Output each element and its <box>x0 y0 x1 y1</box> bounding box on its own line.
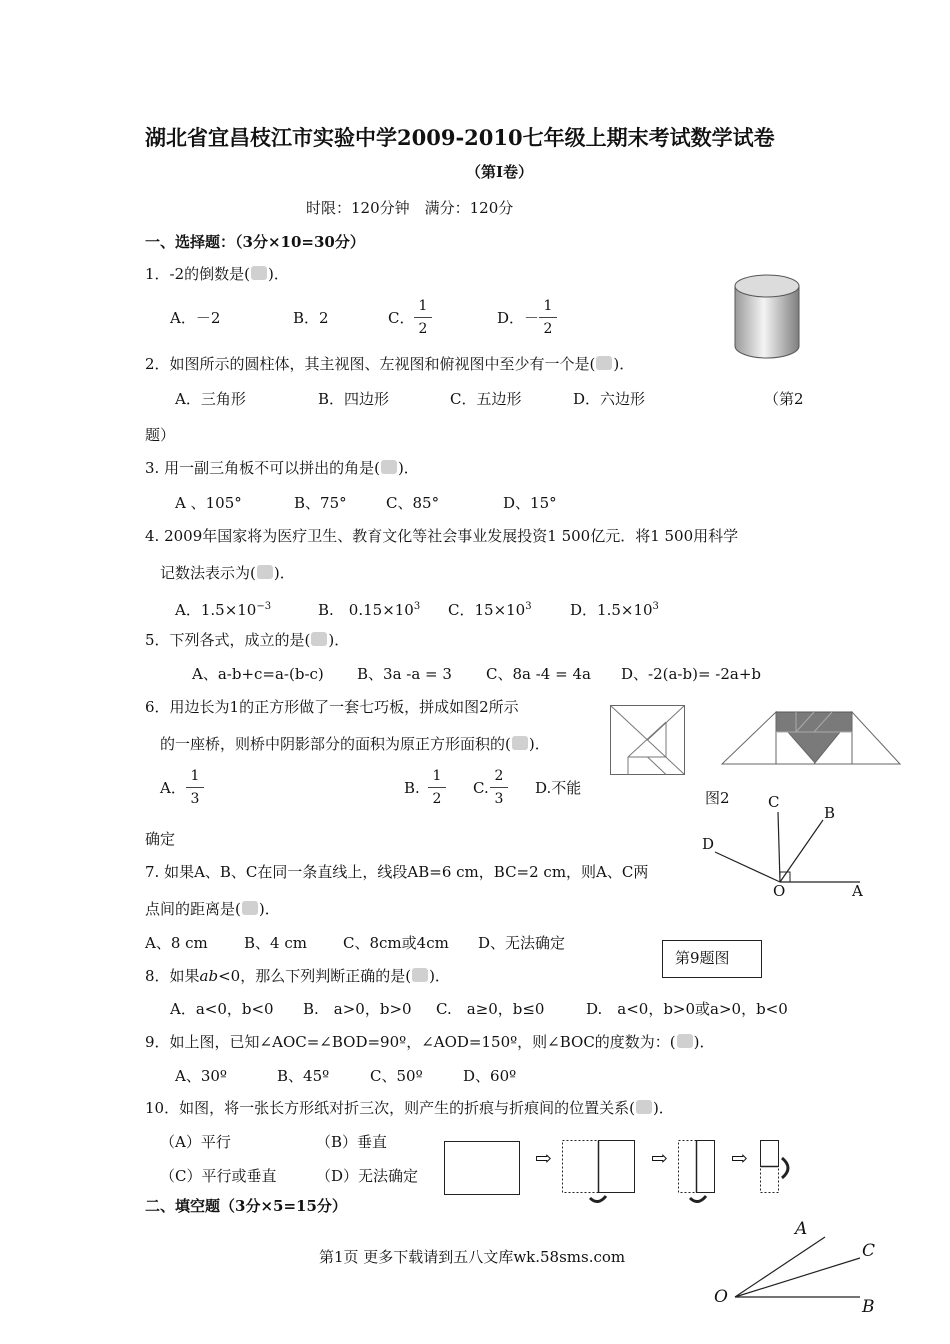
question-1-stem: 1．-2的倒数是( <box>145 265 251 283</box>
q9-option-b: B、45º <box>277 1067 330 1085</box>
question-9-close: )． <box>693 1033 715 1051</box>
q10-option-d: （D）无法确定 <box>316 1167 419 1185</box>
question-8-close: )． <box>429 967 450 985</box>
q3-option-a: A 、105° <box>175 494 242 512</box>
figure-9-caption: 第9题图 <box>675 949 730 967</box>
q6-option-b: B. <box>404 779 420 797</box>
question-2-close: )． <box>613 355 635 373</box>
answer-blank[interactable] <box>512 736 528 750</box>
question-5-close: )． <box>328 631 350 649</box>
bottom-fig-point-o: O <box>714 1287 728 1307</box>
q6-option-c-fraction <box>490 767 508 808</box>
q2-figure-label-cont: 题） <box>145 426 176 444</box>
fraction-numerator: 1 <box>418 298 428 314</box>
arrow-right-icon: ⇨ <box>731 1146 748 1170</box>
question-8-stem-end: <0，那么下列判断正确的是( <box>218 967 412 985</box>
q6-option-a: A． <box>160 779 186 797</box>
question-4-close: )． <box>273 564 295 582</box>
tangram-square-figure <box>610 705 685 775</box>
page-footer: 第1页 更多下载请到五八文库wk.58sms.com <box>319 1248 626 1266</box>
q8-option-a: A．a<0，b<0 <box>170 1000 274 1018</box>
paper-rectangle <box>444 1141 520 1195</box>
exam-subtitle: （第Ⅰ卷） <box>466 163 534 181</box>
fraction-numerator: 2 <box>494 768 504 784</box>
question-3 <box>145 458 419 478</box>
answer-blank[interactable] <box>636 1100 652 1114</box>
q6-option-d: D.不能 <box>535 779 582 797</box>
fig9-point-c: C <box>768 793 780 811</box>
q2-figure-label: （第2 <box>764 390 804 408</box>
fraction-denominator: 3 <box>190 791 200 807</box>
question-4-line-2 <box>160 563 295 583</box>
fraction-numerator: 1 <box>190 768 200 784</box>
q7-option-d: D、无法确定 <box>478 934 566 952</box>
question-9-stem: 9．如上图，已知∠AOC=∠BOD=90º，∠AOD=150º，则∠BOC的度数为：( <box>145 1033 676 1051</box>
question-8-stem-start: 8．如果 <box>145 967 200 985</box>
answer-blank[interactable] <box>381 460 397 474</box>
q3-option-b: B、75° <box>294 494 347 512</box>
question-6-line-2 <box>160 734 550 754</box>
q2-option-c: C．五边形 <box>450 390 522 408</box>
q6-option-c: C. <box>473 779 489 797</box>
tangram-bridge-figure <box>722 712 922 767</box>
q2-option-a: A．三角形 <box>175 390 246 408</box>
question-7-close: )． <box>258 900 280 918</box>
figure-2-label: 图2 <box>705 789 730 807</box>
question-6-line-1: 6．用边长为1的正方形做了一套七巧板，拼成如图2所示 <box>145 698 519 716</box>
q8-option-c: C. a≥0，b≤0 <box>436 1000 545 1018</box>
bottom-fig-point-b: B <box>862 1297 875 1317</box>
fraction-denominator: 2 <box>418 321 428 337</box>
cylinder-figure <box>733 272 803 362</box>
q2-option-b: B．四边形 <box>318 390 390 408</box>
q4-option-a <box>175 597 271 620</box>
q10-option-b: （B）垂直 <box>316 1133 388 1151</box>
q4-option-b <box>318 597 420 620</box>
q1-option-a: A．－2 <box>170 309 221 327</box>
arrow-right-icon: ⇨ <box>535 1146 552 1170</box>
answer-blank[interactable] <box>311 632 327 646</box>
q4-option-a-exponent: −3 <box>256 601 272 612</box>
question-3-stem: 3. 用一副三角板不可以拼出的角是( <box>145 459 380 477</box>
q10-option-a: （A）平行 <box>160 1133 231 1151</box>
answer-blank[interactable] <box>251 266 267 280</box>
fraction-denominator: 3 <box>494 791 504 807</box>
paper-fold-1 <box>562 1140 637 1208</box>
q5-option-a: A、a-b+c=a-(b-c) <box>192 665 324 683</box>
q4-option-c-exponent: 3 <box>525 601 532 612</box>
question-4-stem: 记数法表示为( <box>160 564 256 582</box>
question-1-close: )． <box>268 265 289 283</box>
bottom-fig-point-c: C <box>862 1241 876 1261</box>
q1-option-c-fraction <box>414 297 432 338</box>
q4-option-b-exponent: 3 <box>413 601 421 612</box>
q4-option-d <box>570 597 659 620</box>
q6-option-a-fraction <box>186 767 204 808</box>
fig9-point-a: A <box>852 882 863 900</box>
question-7-line-1: 7. 如果A、B、C在同一条直线上，线段AB=6 cm，BC=2 cm，则A、C两 <box>145 863 649 881</box>
q5-option-c: C、8a -4 = 4a <box>486 665 591 683</box>
q5-option-d: D、-2(a-b)= -2a+b <box>621 665 762 683</box>
fraction-numerator: 1 <box>543 298 553 314</box>
question-7-line-2 <box>145 899 280 919</box>
q1-option-b: B．2 <box>293 309 329 327</box>
q4-option-a-base: A．1.5×10 <box>175 601 257 619</box>
fraction-denominator: 2 <box>432 791 442 807</box>
q9-option-a: A、30º <box>175 1067 227 1085</box>
question-1 <box>145 264 289 284</box>
fraction-numerator: 1 <box>432 768 442 784</box>
q9-option-d: D、60º <box>463 1067 517 1085</box>
arrow-right-icon: ⇨ <box>651 1146 668 1170</box>
fraction-denominator: 2 <box>543 321 553 337</box>
question-6-close: )． <box>528 735 550 753</box>
q4-option-d-base: D．1.5×10 <box>570 601 653 619</box>
fig9-point-d: D <box>702 835 715 853</box>
question-4-line-1: 4. 2009年国家将为医疗卫生、教育文化等社会事业发展投资1 500亿元．将1 500用科学 <box>145 527 739 545</box>
q1-option-d: D．－ <box>497 309 540 327</box>
question-10 <box>145 1098 674 1118</box>
q7-option-c: C、8cm或4cm <box>343 934 449 952</box>
question-9 <box>145 1032 715 1052</box>
q7-option-b: B、4 cm <box>244 934 307 952</box>
fig9-point-b: B <box>824 804 836 822</box>
exam-meta: 时限：120分钟 满分：120分 <box>306 199 514 217</box>
q8-option-b: B. a>0，b>0 <box>303 1000 412 1018</box>
paper-fold-3 <box>760 1140 805 1198</box>
answer-blank[interactable] <box>596 356 612 370</box>
q9-option-c: C、50º <box>370 1067 423 1085</box>
question-6-stem: 的一座桥，则桥中阴影部分的面积为原正方形面积的( <box>160 735 511 753</box>
q6-option-b-fraction <box>428 767 446 808</box>
question-7-stem: 点间的距离是( <box>145 900 241 918</box>
question-2-stem: 2．如图所示的圆柱体，其主视图、左视图和俯视图中至少有一个是( <box>145 355 596 373</box>
q6-option-d-cont: 确定 <box>145 830 176 848</box>
question-8 <box>145 966 450 986</box>
q3-option-d: D、15° <box>503 494 557 512</box>
q4-option-d-exponent: 3 <box>652 601 659 612</box>
question-5-stem: 5．下列各式，成立的是( <box>145 631 311 649</box>
question-10-stem: 10．如图，将一张长方形纸对折三次，则产生的折痕与折痕间的位置关系( <box>145 1099 635 1117</box>
section-heading-choice: 一、选择题：（3分×10=30分） <box>145 233 365 251</box>
answer-blank[interactable] <box>677 1034 693 1048</box>
q5-option-b: B、3a -a = 3 <box>357 665 452 683</box>
question-2 <box>145 354 634 374</box>
fig9-point-o: O <box>773 882 786 900</box>
q8-option-d: D. a<0，b>0或a>0，b<0 <box>586 1000 788 1018</box>
figure-9-caption-box <box>662 940 762 978</box>
q4-option-c-base: C．15×10 <box>448 601 526 619</box>
q4-option-b-base: B. 0.15×10 <box>318 601 414 619</box>
q1-option-c: C． <box>388 309 415 327</box>
section-heading-fill: 二、填空题（3分×5=15分） <box>145 1197 347 1215</box>
answer-blank[interactable] <box>257 565 273 579</box>
q3-option-c: C、85° <box>386 494 440 512</box>
answer-blank[interactable] <box>412 968 428 982</box>
question-3-close: )． <box>397 459 419 477</box>
q4-option-c <box>448 597 532 620</box>
exam-title: 湖北省宜昌枝江市实验中学2009-2010七年级上期末考试数学试卷 <box>145 125 775 150</box>
q10-option-c: （C）平行或垂直 <box>160 1167 277 1185</box>
q2-option-d: D．六边形 <box>573 390 646 408</box>
paper-fold-2 <box>678 1140 718 1208</box>
question-8-variable: ab <box>199 967 219 985</box>
bottom-fig-point-a: A <box>795 1219 808 1239</box>
q7-option-a: A、8 cm <box>145 934 208 952</box>
question-10-close: )． <box>652 1099 674 1117</box>
question-5 <box>145 630 349 650</box>
q1-option-d-fraction <box>539 297 557 338</box>
answer-blank[interactable] <box>242 901 258 915</box>
